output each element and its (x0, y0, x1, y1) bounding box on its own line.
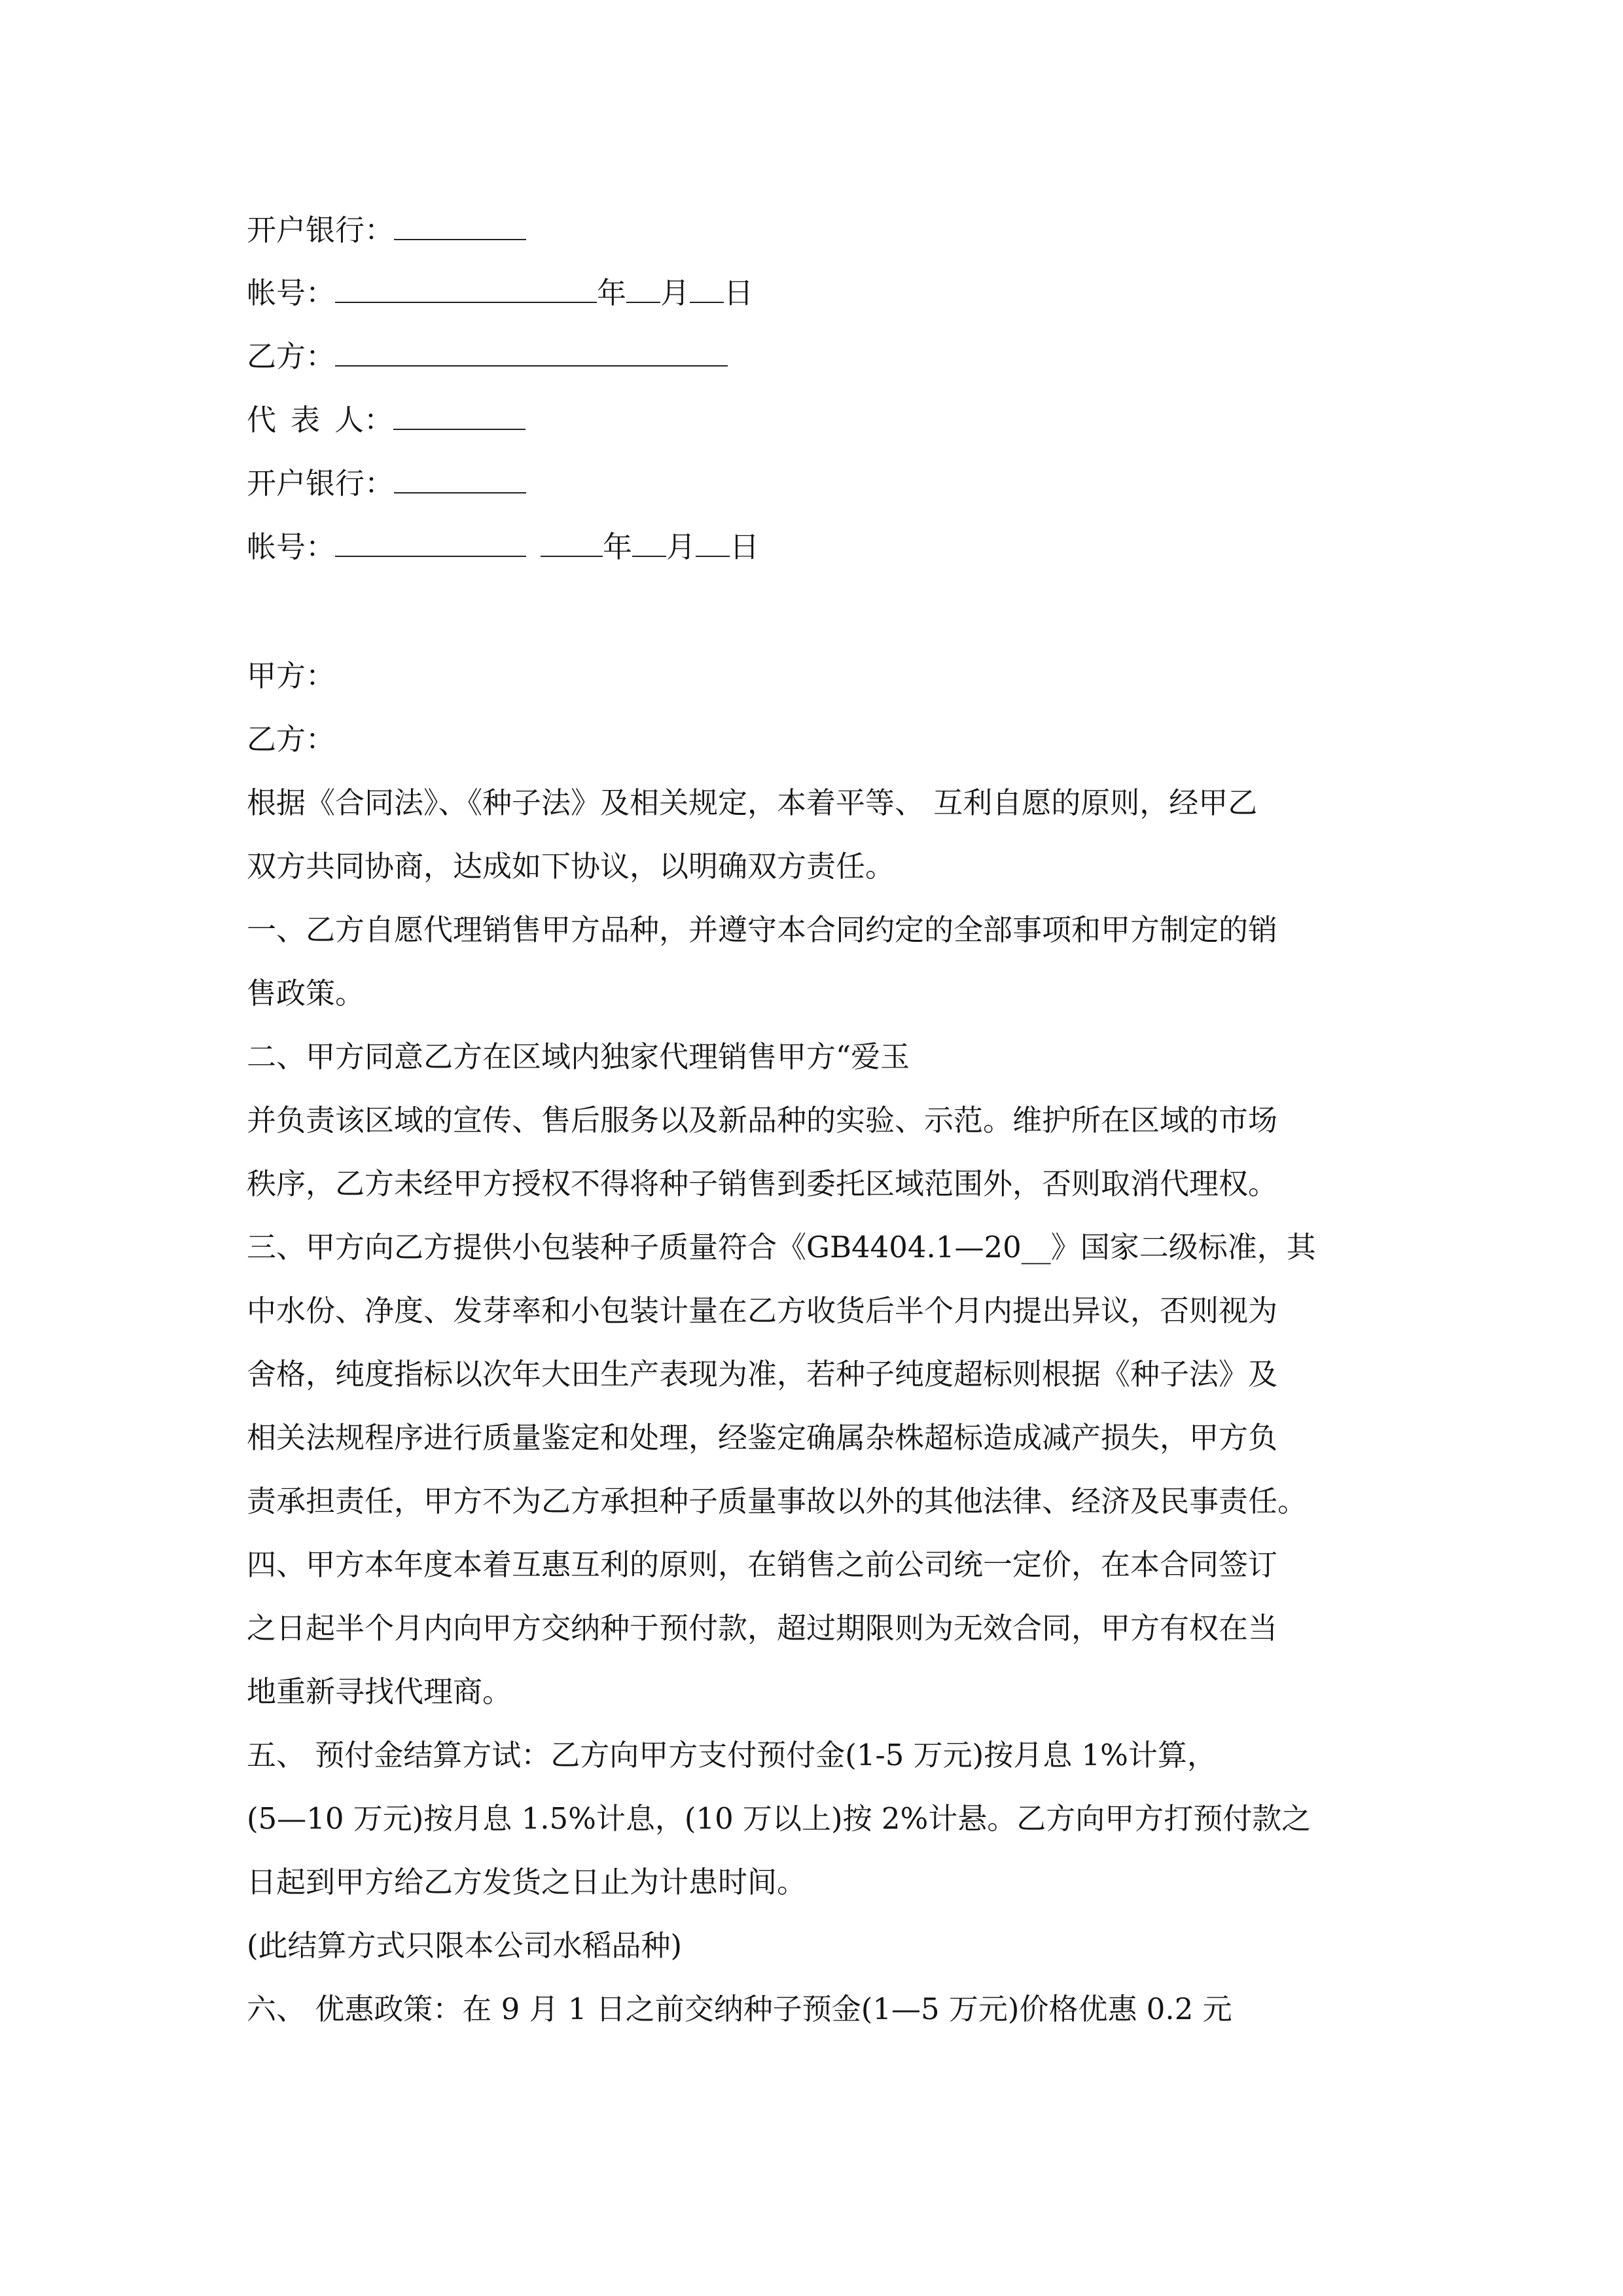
account-label: 帐号： (247, 276, 336, 310)
body-line-14: 之日起半个月内向甲方交纳种于预付款，超过期限则为无效合同，甲方有权在当 (247, 1611, 1278, 1645)
body-line-13: 四、甲方本年度本着互惠互利的原则，在销售之前公司统一定价，在本合同签订 (247, 1547, 1278, 1582)
bank-label-2: 开户银行： (247, 466, 395, 501)
year-label: 年 (597, 276, 627, 310)
day-blank (690, 276, 724, 303)
body-line-5: 二、甲方同意乙方在区域内独家代理销售甲方“爱玉 (247, 1039, 910, 1074)
party-b-heading: 乙方： (247, 722, 336, 757)
account-blank-2 (335, 529, 526, 557)
bank-label: 开户银行： (247, 213, 395, 247)
party-b-blank (335, 339, 728, 367)
body-line-20: 六、 优惠政策：在 9 月 1 日之前交纳种子预金(1—5 万元)价格优惠 0.2 元 (247, 1992, 1232, 2026)
account-line-2 (247, 528, 759, 567)
bank-blank (394, 213, 526, 240)
rep-char-1: 代 (247, 403, 277, 437)
body-line-2: 双方共同协商，达成如下协议，以明确双方责任。 (247, 849, 895, 884)
body-line-8: 三、甲方向乙方提供小包装种子质量符合《GB4404.1—20__》国家二级标准，其 (247, 1230, 1316, 1265)
body-line-1: 根据《合同法》、《种子法》及相关规定，本着平等、 互利自愿的原则，经甲乙 (247, 785, 1258, 820)
body-line-4: 售政策。 (247, 976, 365, 1011)
body-line-19: (此结算方式只限本公司水稻品种) (247, 1928, 683, 1963)
body-line-3: 一、乙方自愿代理销售甲方品种，并遵守本合同约定的全部事项和甲方制定的销 (247, 912, 1278, 947)
body-line-9: 中水份、净度、发芽率和小包装计量在乙方收货后半个月内提出异议，否则视为 (247, 1293, 1278, 1328)
account-blank (335, 276, 597, 303)
representative-line (247, 401, 526, 440)
day-label: 日 (724, 276, 754, 310)
party-a-heading: 甲方： (247, 658, 336, 693)
rep-char-2: 表 (291, 403, 321, 437)
body-line-7: 秩序，乙方未经甲方授权不得将种子销售到委托区域范围外，否则取消代理权。 (247, 1166, 1278, 1201)
year-blank-2 (541, 529, 603, 557)
party-b-line (247, 337, 728, 376)
month-label-2: 月 (666, 529, 696, 564)
month-blank (626, 276, 660, 303)
body-line-10: 舍格，纯度指标以次年大田生产表现为准，若种子纯度超标则根据《种子法》及 (247, 1357, 1278, 1391)
body-line-17: (5—10 万元)按月息 1.5%计息，(10 万以上)按 2%计悬。乙方向甲方打预付款之 (247, 1801, 1311, 1836)
rep-blank (393, 403, 526, 430)
body-line-15: 地重新寻找代理商。 (247, 1674, 512, 1709)
body-line-11: 相关法规程序进行质量鉴定和处理，经鉴定确属杂株超标造成减产损失，甲方负 (247, 1420, 1278, 1455)
body-line-16: 五、 预付金结算方试：乙方向甲方支付预付金(1-5 万元)按月息 1%计算， (247, 1738, 1217, 1772)
account-line-1 (247, 274, 753, 313)
month-blank-2 (632, 529, 666, 557)
bank-blank-2 (394, 466, 526, 493)
bank-line-2 (247, 464, 526, 503)
day-blank-2 (696, 529, 730, 557)
year-label-2: 年 (603, 529, 633, 564)
rep-char-3: 人： (334, 403, 394, 437)
day-label-2: 日 (730, 529, 760, 564)
body-line-12: 责承担责任，甲方不为乙方承担种子质量事故以外的其他法律、经济及民事责任。 (247, 1484, 1308, 1518)
bank-line-1 (247, 211, 526, 250)
body-line-18: 日起到甲方给乙方发货之日止为计患时间。 (247, 1865, 807, 1899)
body-line-6: 并负责该区域的宣传、售后服务以及新品种的实验、示范。维护所在区域的市场 (247, 1103, 1278, 1138)
account-label-2: 帐号： (247, 529, 336, 564)
month-label: 月 (660, 276, 690, 310)
party-b-label: 乙方： (247, 339, 336, 374)
